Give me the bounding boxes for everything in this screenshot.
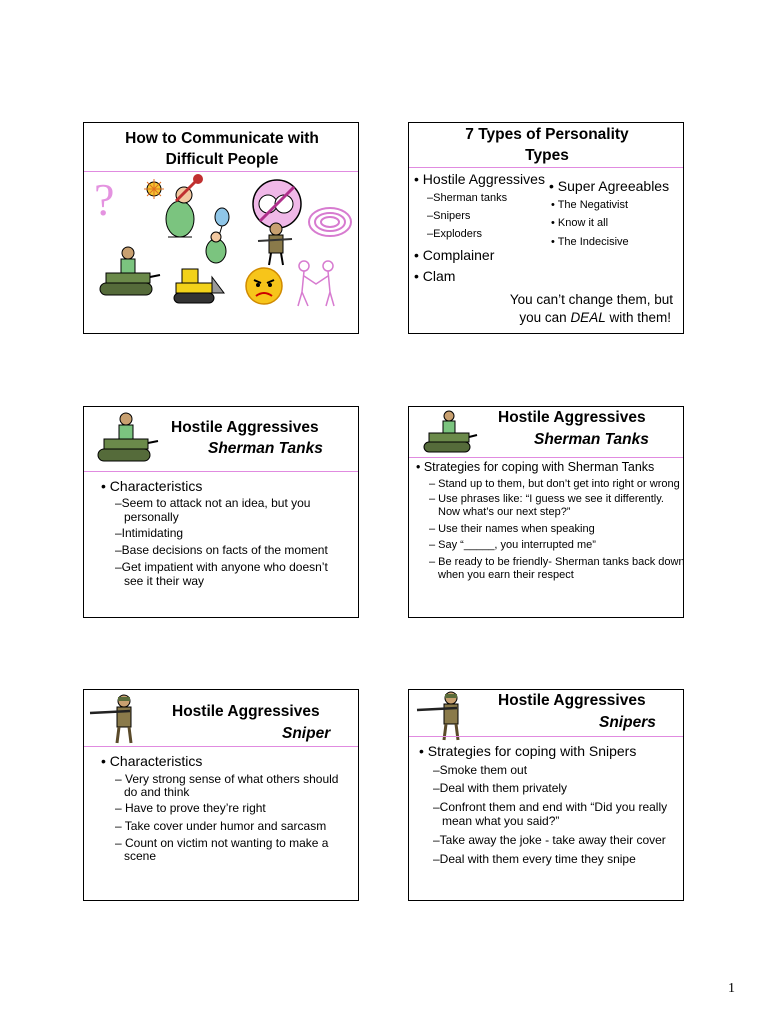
list-item: when you earn their respect xyxy=(438,569,574,581)
list-item: –Take away the joke - take away their cover xyxy=(433,833,666,847)
question-mark-clipart: ? xyxy=(94,174,115,225)
list-item: do and think xyxy=(124,785,190,799)
list-item: –Smoke them out xyxy=(433,763,528,777)
list-item: • Characteristics xyxy=(101,753,203,769)
list-item: – Say “_____, you interrupted me” xyxy=(429,539,596,551)
list-item: –Base decisions on facts of the moment xyxy=(115,543,328,557)
slide-subtitle: Sherman Tanks xyxy=(534,431,649,448)
closing-note-post: with them! xyxy=(605,310,671,325)
slide-subtitle: Sniper xyxy=(282,725,331,742)
title-divider xyxy=(84,171,358,172)
list-item: – Count on victim not wanting to make a xyxy=(115,836,329,850)
slide-title-line-2: Types xyxy=(525,147,569,164)
tank-soldier-clipart xyxy=(96,245,160,299)
list-item: –Exploders xyxy=(427,228,483,240)
sniper-soldier-clipart xyxy=(417,690,469,742)
list-item: • Super Agreeables xyxy=(549,178,670,194)
list-item: – Stand up to them, but don’t get into right or wrong xyxy=(429,478,680,490)
list-item: • Clam xyxy=(414,268,456,284)
tank-soldier-clipart xyxy=(421,409,477,455)
tank-soldier-clipart xyxy=(94,411,158,465)
list-item: see it their way xyxy=(124,574,205,588)
closing-note-line-1: You can’t change them, but xyxy=(509,292,673,307)
slide-subtitle: Sherman Tanks xyxy=(208,440,323,457)
list-item: scene xyxy=(124,849,157,863)
slide-title: Hostile Aggressives xyxy=(498,692,646,709)
slide-sherman-characteristics xyxy=(83,406,359,618)
list-item: mean what you said?” xyxy=(442,814,560,828)
title-divider xyxy=(409,457,683,458)
slide-sherman-strategies xyxy=(408,406,684,618)
list-item: personally xyxy=(124,510,179,524)
list-item: –Deal with them every time they snipe xyxy=(433,852,636,866)
slide-how-to-communicate xyxy=(83,122,359,334)
list-item: • Hostile Aggressives xyxy=(414,171,545,187)
slide-subtitle: Snipers xyxy=(599,714,656,731)
title-divider xyxy=(409,167,683,168)
lips-clipart xyxy=(307,205,353,239)
angry-figure-clipart xyxy=(140,175,210,245)
title-divider xyxy=(84,471,358,472)
list-item: – Be ready to be friendly- Sherman tanks back down xyxy=(429,556,685,568)
list-item: • The Negativist xyxy=(551,199,629,211)
balloon-figure-clipart xyxy=(204,207,244,267)
list-item: • Complainer xyxy=(414,247,495,263)
list-item: – Have to prove they’re right xyxy=(115,801,266,815)
list-item: – Use phrases like: “I guess we see it differently. xyxy=(429,493,664,505)
slide-title-line-1: How to Communicate with xyxy=(125,130,319,147)
slide-title-line-1: 7 Types of Personality xyxy=(465,126,629,143)
list-item: –Snipers xyxy=(427,210,471,222)
slide-title: Hostile Aggressives xyxy=(498,409,646,426)
list-item: – Very strong sense of what others should xyxy=(115,772,339,786)
list-item: • Strategies for coping with Snipers xyxy=(419,743,637,759)
list-item: –Confront them and end with “Did you really xyxy=(433,800,668,814)
list-item: –Get impatient with anyone who doesn’t xyxy=(115,560,328,574)
list-item: – Use their names when speaking xyxy=(429,523,595,535)
soldier-with-gun-clipart xyxy=(258,221,294,265)
list-item: – Take cover under humor and sarcasm xyxy=(115,819,327,833)
slide-sniper-strategies xyxy=(408,689,684,901)
slide-sniper-characteristics xyxy=(83,689,359,901)
list-item: –Seem to attack not an idea, but you xyxy=(115,496,311,510)
handshake-clipart xyxy=(294,258,338,308)
list-item: • The Indecisive xyxy=(551,236,629,248)
slide-title-line-2: Difficult People xyxy=(165,151,279,168)
closing-note-em: DEAL xyxy=(570,310,606,325)
list-item: –Deal with them privately xyxy=(433,781,568,795)
slide-title: Hostile Aggressives xyxy=(172,703,320,720)
list-item: –Sherman tanks xyxy=(427,192,508,204)
title-divider xyxy=(84,746,358,747)
slide-title: Hostile Aggressives xyxy=(171,419,319,436)
list-item: Now what’s our next step?” xyxy=(438,506,571,518)
closing-note-pre: you can xyxy=(519,310,571,325)
sniper-soldier-clipart xyxy=(90,693,142,745)
list-item: • Know it all xyxy=(551,217,609,229)
list-item: • Strategies for coping with Sherman Tanks xyxy=(416,460,655,474)
title-divider xyxy=(409,736,683,737)
list-item: –Intimidating xyxy=(115,526,184,540)
slide-seven-types xyxy=(408,122,684,334)
closing-note-line-2 xyxy=(519,310,671,325)
page-number: 1 xyxy=(728,981,735,996)
angry-face-clipart xyxy=(244,266,284,306)
bulldozer-clipart xyxy=(170,263,226,305)
list-item: • Characteristics xyxy=(101,478,203,494)
